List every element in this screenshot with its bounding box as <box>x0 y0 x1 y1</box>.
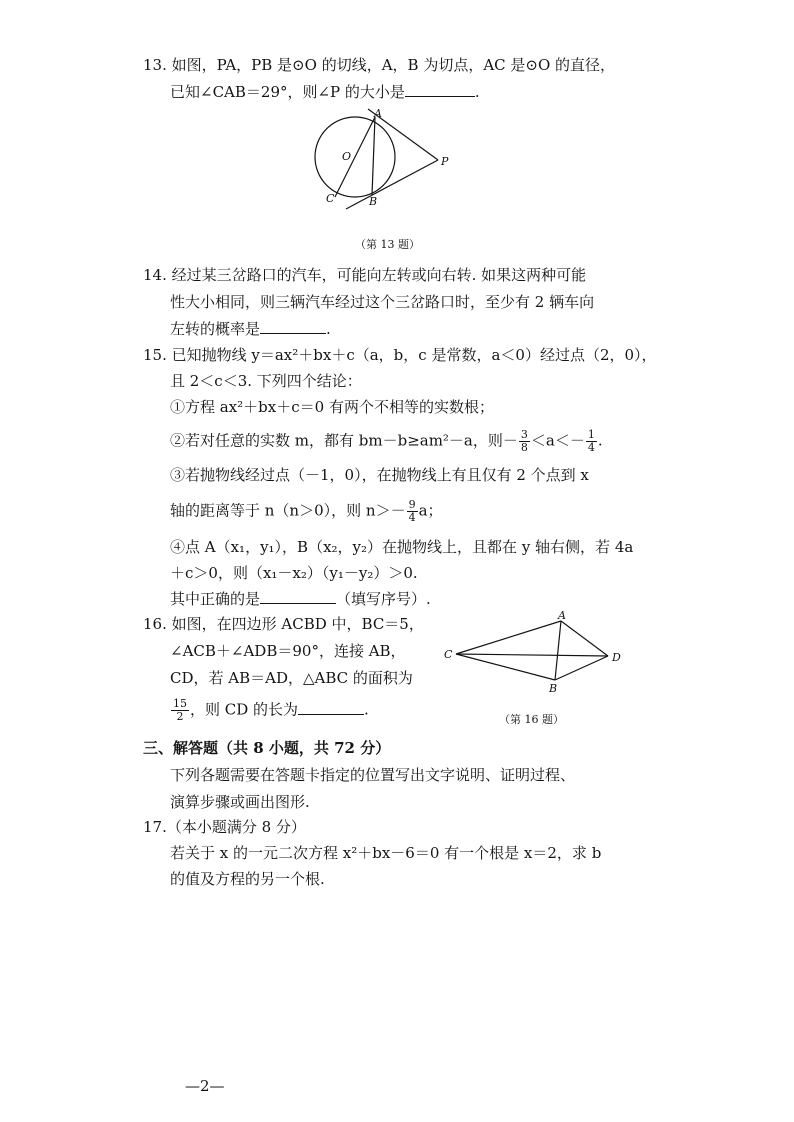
section3-desc-line1: 下列各题需要在答题卡指定的位置写出文字说明、证明过程、 <box>170 766 576 784</box>
q16-label-d: D <box>612 651 621 664</box>
section3-title: 三、解答题（共 8 小题，共 72 分） <box>143 739 391 757</box>
q16-side-ca <box>456 621 561 654</box>
q14-line1: 14. 经过某三岔路口的汽车，可能向左转或向右转. 如果这两种可能 <box>143 266 587 284</box>
q15-c2-f2-num: 1 <box>587 428 595 441</box>
q15-c3-text: 轴的距离等于 n（n＞0），则 n＞－ <box>170 501 406 520</box>
q13-line2-end: . <box>474 83 480 101</box>
q16-line4-text: ，则 CD 的长为 <box>190 700 299 719</box>
page-number: —2— <box>185 1077 225 1095</box>
q13-label-p: P <box>441 155 449 168</box>
q16-answer-blank <box>298 700 364 715</box>
q15-c2-f1-den: 8 <box>520 441 528 454</box>
q16-f-den: 2 <box>176 710 184 723</box>
q15-line1: 15. 已知抛物线 y＝ax²＋bx＋c（a，b，c 是常数，a＜0）经过点（2，0）， <box>143 346 657 364</box>
q13-label-o: O <box>342 150 352 163</box>
q17-line1: 若关于 x 的一元二次方程 x²＋bx－6＝0 有一个根是 x＝2，求 b <box>170 844 602 862</box>
q16-diagonal-cd <box>456 654 608 656</box>
q14-answer-blank <box>260 319 326 334</box>
q16-side-ad <box>561 621 608 656</box>
q16-caption: （第 16 题） <box>499 713 564 726</box>
q16-label-a: A <box>558 609 566 622</box>
q16-label-b: B <box>549 682 558 695</box>
q15-answer-text: 其中正确的是 <box>170 590 261 608</box>
q14-line3-text: 左转的概率是 <box>170 320 261 338</box>
q17-header: 17.（本小题满分 8 分） <box>143 818 306 836</box>
q13-label-b: B <box>369 195 378 208</box>
q17-line2: 的值及方程的另一个根. <box>170 870 325 888</box>
q13-tangent-pb <box>346 160 438 209</box>
q15-answer-end: （填写序号）. <box>336 590 431 608</box>
q15-line2: 且 2＜c＜3. 下列四个结论： <box>170 372 362 390</box>
q13-line2-text: 已知∠CAB＝29°，则∠P 的大小是 <box>170 83 405 101</box>
q15-c3-fraction <box>407 499 418 524</box>
q16-line3: CD，若 AB＝AD，△ABC 的面积为 <box>170 669 413 687</box>
q15-c3-f-den: 4 <box>408 511 416 524</box>
q16-side-bc <box>456 654 555 680</box>
q13-answer-blank <box>405 82 475 97</box>
q15-c2-f2-den: 4 <box>587 441 595 454</box>
q15-conclusion-3-line1: ③若抛物线经过点（－1，0），在抛物线上有且仅有 2 个点到 x <box>170 466 589 484</box>
q15-conclusion-4-line2: ＋c＞0，则（x₁－x₂）（y₁－y₂）＞0. <box>170 564 418 582</box>
q14-line3-end: . <box>326 320 331 338</box>
q16-line1: 16. 如图，在四边形 ACBD 中，BC＝5， <box>143 615 424 633</box>
q13-figure <box>300 105 460 215</box>
q16-line4-end: . <box>364 700 369 719</box>
q15-conclusion-2 <box>170 429 603 454</box>
q16-fraction <box>171 698 189 723</box>
q15-c3-end: a； <box>418 501 443 520</box>
q16-label-c: C <box>444 648 453 661</box>
q15-c2-text: ②若对任意的实数 m，都有 bm－b≥am²－a，则－ <box>170 431 518 450</box>
q15-conclusion-1: ①方程 ax²＋bx＋c＝0 有两个不相等的实数根； <box>170 398 494 416</box>
q16-side-db <box>555 656 608 680</box>
q16-line2: ∠ACB＋∠ADB＝90°，连接 AB， <box>170 642 406 660</box>
q14-line2: 性大小相同，则三辆汽车经过这个三岔路口时，至少有 2 辆车向 <box>170 293 595 311</box>
q13-diameter-ac <box>335 117 375 197</box>
q16-f-num: 15 <box>173 697 187 710</box>
q16-diagonal-ab <box>555 621 561 680</box>
q16-line4 <box>170 698 369 723</box>
q15-answer-line <box>170 589 431 609</box>
q15-conclusion-3-line2 <box>170 499 443 524</box>
q14-line3 <box>170 319 331 339</box>
q13-label-c: C <box>326 192 335 205</box>
q15-c2-fraction-1 <box>519 429 530 454</box>
section3-desc-line2: 演算步骤或画出图形. <box>170 793 310 811</box>
q15-c3-f-num: 9 <box>408 498 416 511</box>
q15-c2-mid: ＜a＜－ <box>530 431 585 450</box>
q15-answer-blank <box>260 589 336 604</box>
q15-conclusion-4-line1: ④点 A（x₁，y₁），B（x₂，y₂）在抛物线上，且都在 y 轴右侧，若 4a <box>170 538 634 556</box>
q13-line2 <box>170 82 480 102</box>
q13-line1: 13. 如图，PA，PB 是⊙O 的切线，A，B 为切点，AC 是⊙O 的直径， <box>143 56 616 74</box>
q15-c2-f1-num: 3 <box>520 428 528 441</box>
q16-figure <box>440 608 630 700</box>
q15-c2-fraction-2 <box>586 429 597 454</box>
q13-caption: （第 13 题） <box>355 238 420 251</box>
q13-chord-ab <box>372 117 375 195</box>
q13-label-a: A <box>374 107 382 120</box>
q15-c2-end: . <box>597 431 603 450</box>
